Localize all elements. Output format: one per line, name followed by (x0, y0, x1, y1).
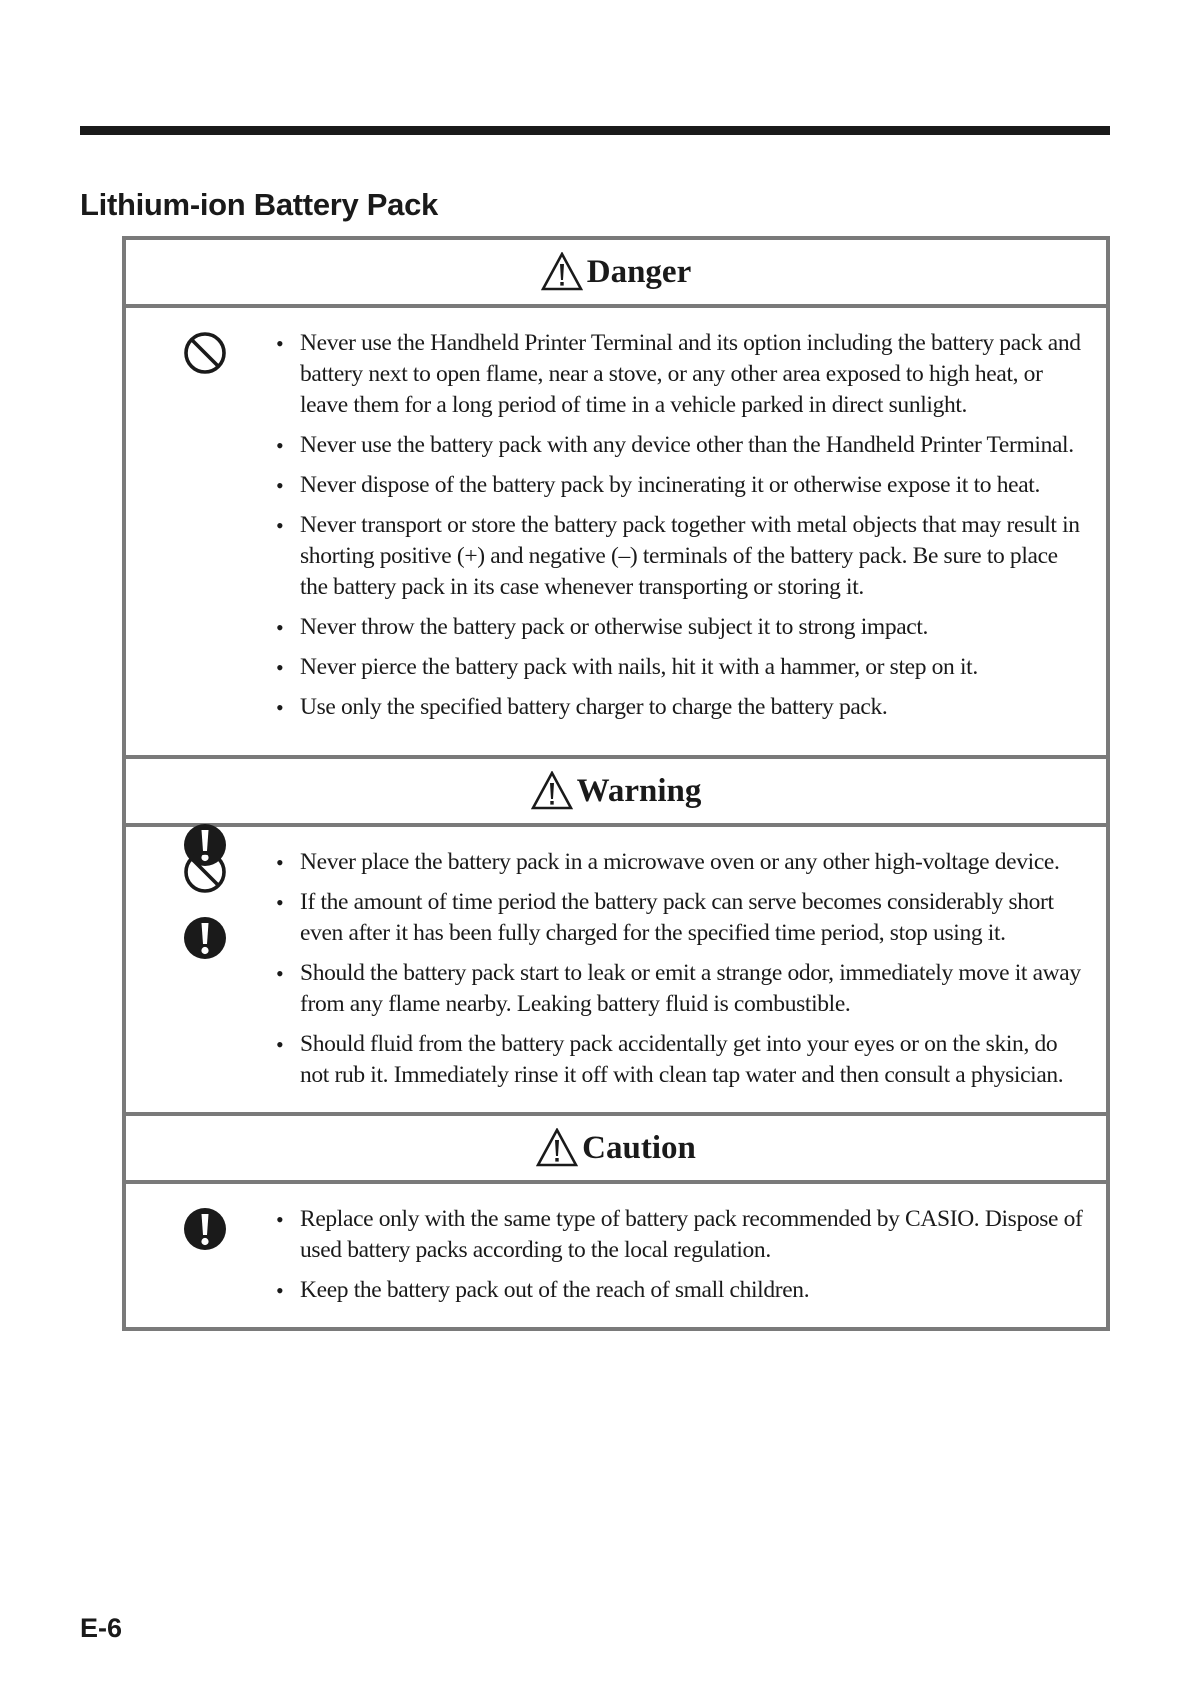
mandatory-action-icon (182, 1206, 228, 1252)
warning-item-3: • Should the battery pack start to leak or emit a strange odor, immediately move it away from any flame nearby. Leaking battery fluid is combustible. (276, 958, 1088, 1020)
danger-label: Danger (586, 253, 692, 290)
page-title: Lithium-ion Battery Pack (80, 187, 438, 222)
danger-header (126, 240, 1106, 308)
warning-body (126, 827, 1106, 1116)
warning-triangle-icon (536, 1128, 578, 1168)
safety-table (122, 236, 1110, 1331)
prohibited-icon (182, 849, 228, 895)
warning-header (126, 759, 1106, 827)
caution-header (126, 1116, 1106, 1184)
page-number: E-6 (80, 1613, 123, 1643)
warning-triangle-icon (531, 771, 573, 811)
caution-label: Caution (582, 1129, 696, 1166)
caution-list (276, 1204, 1088, 1306)
warning-item-4: • Should fluid from the battery pack accidentally get into your eyes or on the skin, do not rub it. Immediately rinse it off with clean tap water and then consult a physician. (276, 1029, 1088, 1091)
warning-item-2: • If the amount of time period the battery pack can serve becomes considerably short even after it has been fully charged for the specified time period, stop using it. (276, 887, 1088, 949)
prohibited-icon (182, 330, 228, 376)
danger-item-5: • Never throw the battery pack or otherwise subject it to strong impact. (276, 612, 1088, 643)
danger-item-4: • Never transport or store the battery pack together with metal objects that may result in shorting positive (+) and negative (–) terminals of the battery pack. Be sure to place the battery pack in its case whenever transporting or storing it. (276, 510, 1088, 603)
danger-item-6: • Never pierce the battery pack with nails, hit it with a hammer, or step on it. (276, 652, 1088, 683)
warning-triangle-icon (541, 252, 583, 292)
danger-list (276, 328, 1088, 723)
top-rule (80, 126, 1110, 135)
danger-item-3: • Never dispose of the battery pack by incinerating it or otherwise expose it to heat. (276, 470, 1088, 501)
danger-body (126, 308, 1106, 759)
warning-list (276, 847, 1088, 1091)
danger-item-1: • Never use the Handheld Printer Terminal and its option including the battery pack and battery next to open flame, near a stove, or any other area exposed to high heat, or leave them for a long period of time in a vehicle parked in direct sunlight. (276, 328, 1088, 421)
warning-item-1: • Never place the battery pack in a microwave oven or any other high-voltage device. (276, 847, 1088, 878)
danger-item-2: • Never use the battery pack with any device other than the Handheld Printer Terminal. (276, 430, 1088, 461)
caution-item-1: • Replace only with the same type of battery pack recommended by CASIO. Dispose of used battery packs according to the local regulation. (276, 1204, 1088, 1266)
caution-item-2: • Keep the battery pack out of the reach of small children. (276, 1275, 1088, 1306)
mandatory-action-icon (182, 915, 228, 961)
caution-body (126, 1184, 1106, 1327)
danger-item-7: • Use only the specified battery charger to charge the battery pack. (276, 692, 1088, 723)
warning-label: Warning (576, 772, 702, 809)
